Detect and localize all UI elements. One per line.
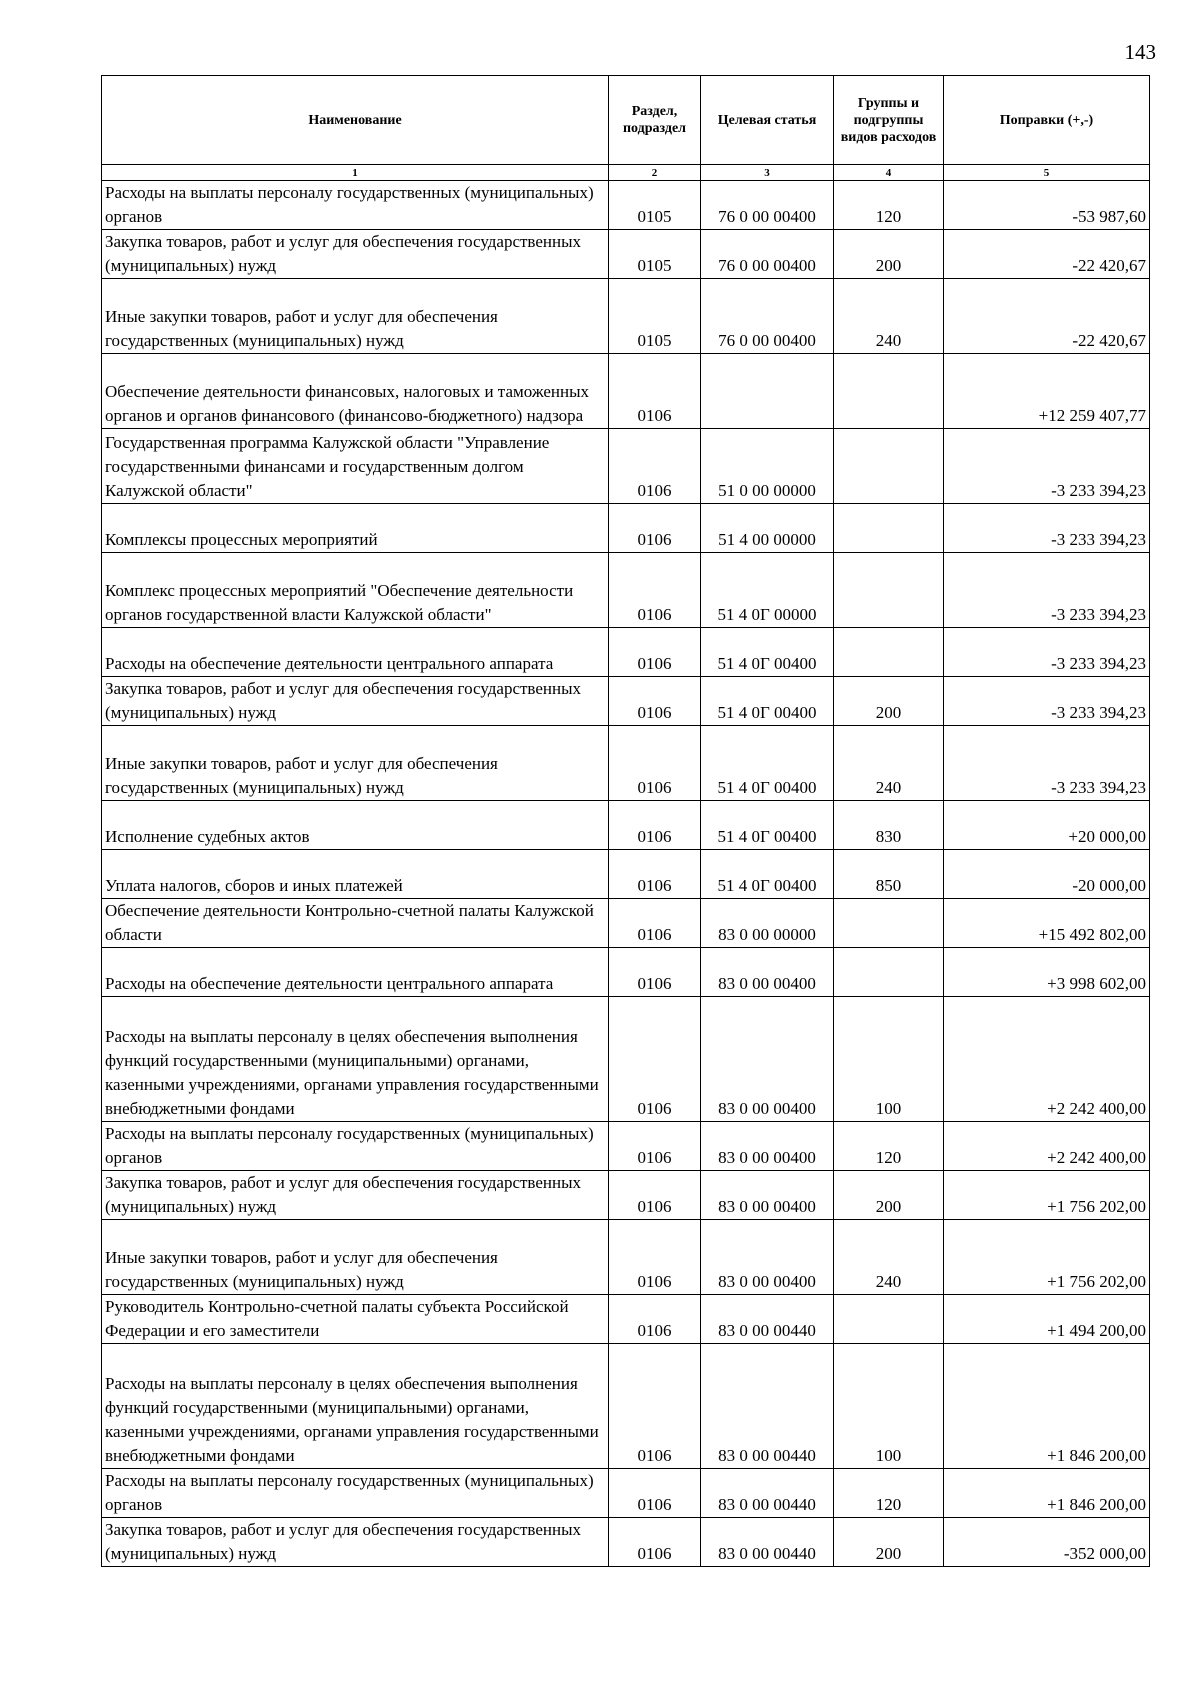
row-group: [834, 429, 944, 504]
table-row: [102, 279, 1150, 354]
row-section: 0106: [609, 1220, 701, 1295]
row-name: Комплекс процессных мероприятий "Обеспечение деятельности органов государственной власти Калужской области": [102, 553, 609, 628]
row-section: 0106: [609, 1171, 701, 1220]
row-name: Закупка товаров, работ и услуг для обеспечения государственных (муниципальных) нужд: [102, 1518, 609, 1567]
row-target: 83 0 00 00440: [701, 1295, 834, 1344]
row-name: Исполнение судебных актов: [102, 801, 609, 850]
page-number: 143: [1124, 40, 1156, 64]
row-group: 100: [834, 1344, 944, 1469]
row-amount: -53 987,60: [944, 181, 1150, 230]
table-row: [102, 850, 1150, 899]
table-row: [102, 801, 1150, 850]
row-name: Обеспечение деятельности Контрольно-счетной палаты Калужской области: [102, 899, 609, 948]
row-target: 83 0 00 00440: [701, 1469, 834, 1518]
row-name: Руководитель Контрольно-счетной палаты субъекта Российской Федерации и его заместители: [102, 1295, 609, 1344]
row-group: 200: [834, 1518, 944, 1567]
row-name: Закупка товаров, работ и услуг для обеспечения государственных (муниципальных) нужд: [102, 677, 609, 726]
row-amount: +1 846 200,00: [944, 1344, 1150, 1469]
table-row: [102, 1220, 1150, 1295]
column-number-row: [102, 165, 1150, 181]
row-group: [834, 553, 944, 628]
row-amount: +1 846 200,00: [944, 1469, 1150, 1518]
table-row: [102, 230, 1150, 279]
table-row: [102, 677, 1150, 726]
column-number: 4: [834, 165, 944, 181]
row-group: 120: [834, 181, 944, 230]
column-number: 2: [609, 165, 701, 181]
row-target: 51 4 0Г 00400: [701, 628, 834, 677]
header-amendments: Поправки (+,-): [944, 76, 1150, 165]
table-row: [102, 899, 1150, 948]
row-section: 0105: [609, 230, 701, 279]
row-section: 0106: [609, 1122, 701, 1171]
row-group: 120: [834, 1469, 944, 1518]
row-section: 0106: [609, 726, 701, 801]
row-target: 76 0 00 00400: [701, 181, 834, 230]
row-group: 200: [834, 230, 944, 279]
row-amount: -3 233 394,23: [944, 504, 1150, 553]
row-amount: +1 756 202,00: [944, 1220, 1150, 1295]
header-name: Наименование: [102, 76, 609, 165]
table-row: [102, 354, 1150, 429]
row-group: 200: [834, 1171, 944, 1220]
header-row: [102, 76, 1150, 165]
column-number: 3: [701, 165, 834, 181]
table-row: [102, 553, 1150, 628]
table-row: [102, 1344, 1150, 1469]
row-amount: +12 259 407,77: [944, 354, 1150, 429]
row-section: 0105: [609, 181, 701, 230]
row-group: 240: [834, 279, 944, 354]
table-row: [102, 181, 1150, 230]
row-section: 0106: [609, 997, 701, 1122]
row-group: 240: [834, 726, 944, 801]
row-group: 120: [834, 1122, 944, 1171]
row-amount: -352 000,00: [944, 1518, 1150, 1567]
row-amount: +2 242 400,00: [944, 997, 1150, 1122]
row-target: 83 0 00 00000: [701, 899, 834, 948]
row-amount: +15 492 802,00: [944, 899, 1150, 948]
row-name: Уплата налогов, сборов и иных платежей: [102, 850, 609, 899]
row-section: 0106: [609, 948, 701, 997]
row-amount: -3 233 394,23: [944, 553, 1150, 628]
row-name: Расходы на обеспечение деятельности центрального аппарата: [102, 948, 609, 997]
row-amount: -22 420,67: [944, 230, 1150, 279]
row-amount: -3 233 394,23: [944, 726, 1150, 801]
row-section: 0106: [609, 429, 701, 504]
row-target: 76 0 00 00400: [701, 279, 834, 354]
row-group: [834, 899, 944, 948]
table-row: [102, 429, 1150, 504]
row-target: 51 4 0Г 00000: [701, 553, 834, 628]
row-amount: +2 242 400,00: [944, 1122, 1150, 1171]
row-section: 0106: [609, 1295, 701, 1344]
row-name: Иные закупки товаров, работ и услуг для обеспечения государственных (муниципальных) нужд: [102, 279, 609, 354]
row-group: 240: [834, 1220, 944, 1295]
row-amount: -20 000,00: [944, 850, 1150, 899]
row-name: Иные закупки товаров, работ и услуг для обеспечения государственных (муниципальных) нужд: [102, 1220, 609, 1295]
row-name: Расходы на выплаты персоналу государственных (муниципальных) органов: [102, 1469, 609, 1518]
row-target: 83 0 00 00400: [701, 948, 834, 997]
row-section: 0106: [609, 899, 701, 948]
row-group: [834, 504, 944, 553]
row-target: 51 4 0Г 00400: [701, 850, 834, 899]
row-group: [834, 1295, 944, 1344]
row-name: Обеспечение деятельности финансовых, налоговых и таможенных органов и органов финансового (финансово-бюджетного) надзора: [102, 354, 609, 429]
column-number: 1: [102, 165, 609, 181]
row-name: Расходы на обеспечение деятельности центрального аппарата: [102, 628, 609, 677]
header-target: Целевая статья: [701, 76, 834, 165]
row-amount: -3 233 394,23: [944, 429, 1150, 504]
row-target: 51 4 00 00000: [701, 504, 834, 553]
table-row: [102, 1469, 1150, 1518]
table-row: [102, 1171, 1150, 1220]
row-name: Расходы на выплаты персоналу в целях обеспечения выполнения функций государственными (муниципальными) органами, казенными учреждениями, органами управления государственными внебюджетными фондами: [102, 1344, 609, 1469]
table-row: [102, 1518, 1150, 1567]
row-target: 51 0 00 00000: [701, 429, 834, 504]
table-row: [102, 948, 1150, 997]
row-section: 0106: [609, 628, 701, 677]
row-name: Расходы на выплаты персоналу государственных (муниципальных) органов: [102, 1122, 609, 1171]
row-amount: -22 420,67: [944, 279, 1150, 354]
row-amount: -3 233 394,23: [944, 677, 1150, 726]
row-name: Закупка товаров, работ и услуг для обеспечения государственных (муниципальных) нужд: [102, 230, 609, 279]
row-group: 850: [834, 850, 944, 899]
table-row: [102, 997, 1150, 1122]
row-name: Государственная программа Калужской области "Управление государственными финансами и государственным долгом Калужской области": [102, 429, 609, 504]
row-target: 76 0 00 00400: [701, 230, 834, 279]
row-section: 0106: [609, 1469, 701, 1518]
row-target: [701, 354, 834, 429]
row-group: [834, 948, 944, 997]
row-amount: +20 000,00: [944, 801, 1150, 850]
row-target: 51 4 0Г 00400: [701, 801, 834, 850]
row-target: 83 0 00 00400: [701, 1220, 834, 1295]
row-amount: +1 756 202,00: [944, 1171, 1150, 1220]
row-target: 83 0 00 00440: [701, 1518, 834, 1567]
table-row: [102, 504, 1150, 553]
table-row: [102, 726, 1150, 801]
table-row: [102, 1295, 1150, 1344]
row-group: 830: [834, 801, 944, 850]
row-section: 0106: [609, 354, 701, 429]
table-row: [102, 628, 1150, 677]
row-target: 51 4 0Г 00400: [701, 726, 834, 801]
row-target: 83 0 00 00400: [701, 1171, 834, 1220]
row-group: [834, 628, 944, 677]
row-amount: +1 494 200,00: [944, 1295, 1150, 1344]
header-groups: Группы и подгруппы видов расходов: [834, 76, 944, 165]
row-target: 83 0 00 00440: [701, 1344, 834, 1469]
row-section: 0106: [609, 504, 701, 553]
row-group: [834, 354, 944, 429]
row-section: 0105: [609, 279, 701, 354]
row-amount: -3 233 394,23: [944, 628, 1150, 677]
row-target: 83 0 00 00400: [701, 997, 834, 1122]
row-section: 0106: [609, 1344, 701, 1469]
row-name: Комплексы процессных мероприятий: [102, 504, 609, 553]
row-name: Иные закупки товаров, работ и услуг для обеспечения государственных (муниципальных) нужд: [102, 726, 609, 801]
row-section: 0106: [609, 677, 701, 726]
row-name: Закупка товаров, работ и услуг для обеспечения государственных (муниципальных) нужд: [102, 1171, 609, 1220]
row-name: Расходы на выплаты персоналу в целях обеспечения выполнения функций государственными (муниципальными) органами, казенными учреждениями, органами управления государственными внебюджетными фондами: [102, 997, 609, 1122]
header-section: Раздел, подраздел: [609, 76, 701, 165]
row-section: 0106: [609, 850, 701, 899]
row-group: 200: [834, 677, 944, 726]
row-target: 83 0 00 00400: [701, 1122, 834, 1171]
row-section: 0106: [609, 1518, 701, 1567]
budget-amendments-table: [101, 75, 1150, 1567]
row-target: 51 4 0Г 00400: [701, 677, 834, 726]
column-number: 5: [944, 165, 1150, 181]
row-name: Расходы на выплаты персоналу государственных (муниципальных) органов: [102, 181, 609, 230]
row-group: 100: [834, 997, 944, 1122]
row-section: 0106: [609, 801, 701, 850]
row-section: 0106: [609, 553, 701, 628]
row-amount: +3 998 602,00: [944, 948, 1150, 997]
table-row: [102, 1122, 1150, 1171]
